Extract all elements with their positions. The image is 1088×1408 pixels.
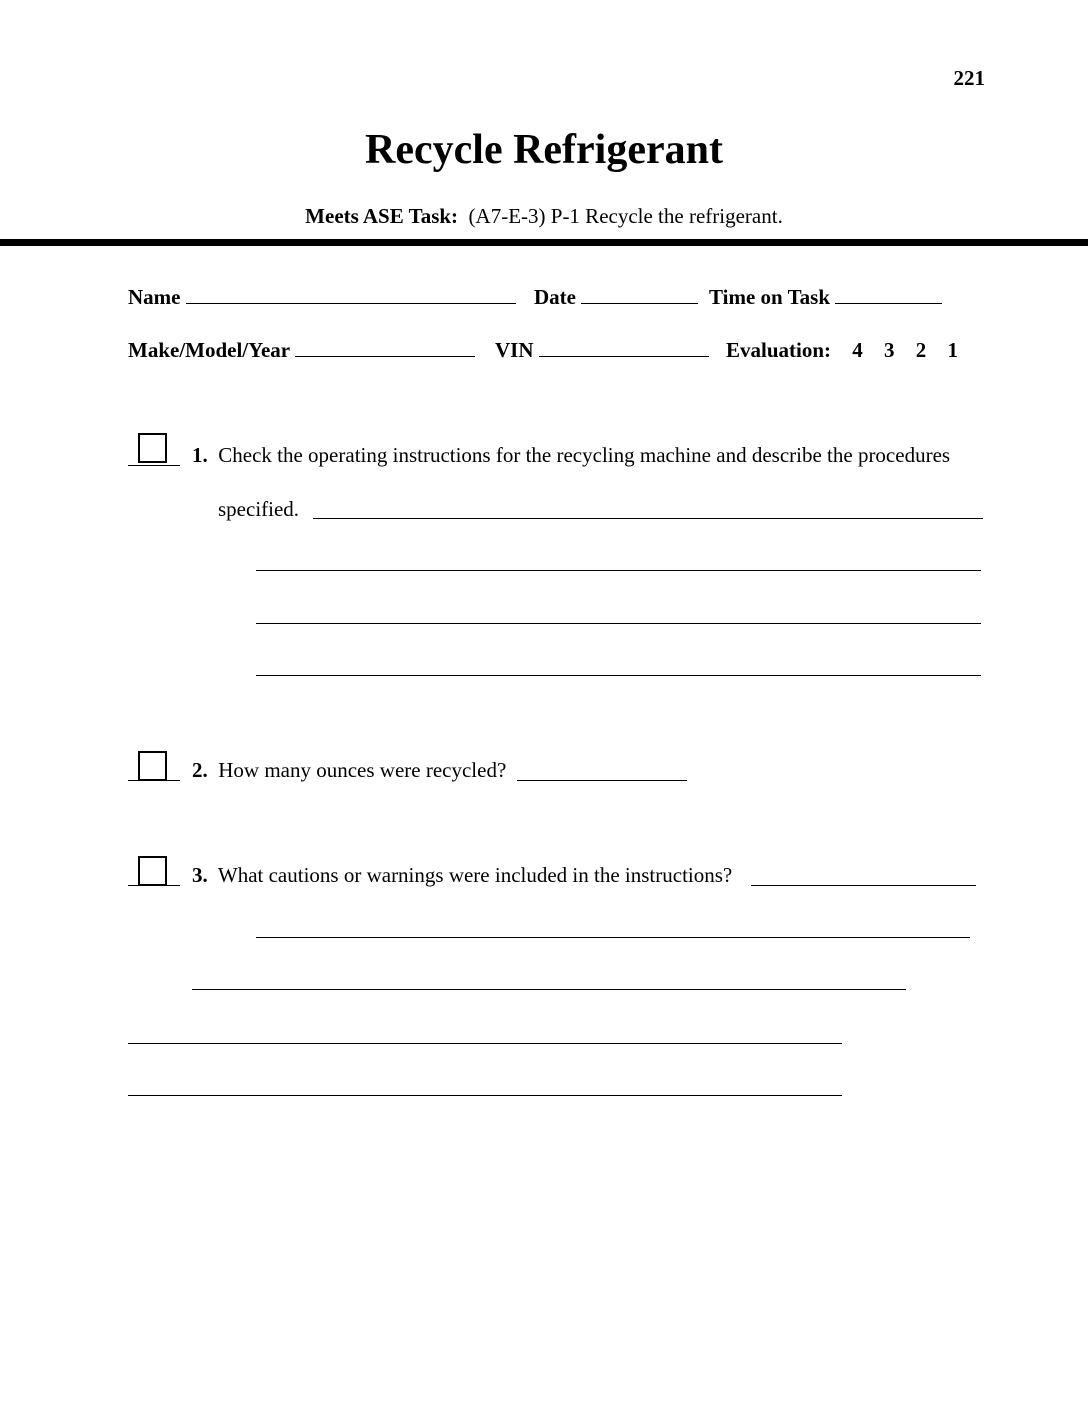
evaluation-field — [726, 338, 958, 363]
q2-text — [192, 758, 506, 783]
name-blank[interactable] — [186, 285, 516, 304]
ase-task-text: (A7-E-3) P-1 Recycle the refrigerant. — [468, 204, 783, 228]
name-field[interactable] — [128, 285, 516, 310]
q3-question: What cautions or warnings were included in the instructions? — [217, 863, 733, 887]
vin-blank[interactable] — [539, 338, 709, 357]
q3-number: 3. — [192, 863, 208, 887]
make-model-year-label: Make/Model/Year — [128, 338, 290, 362]
q2-checkbox[interactable] — [138, 751, 167, 781]
evaluation-score-1[interactable]: 1 — [947, 338, 959, 362]
ase-task-label: Meets ASE Task: — [305, 204, 459, 228]
q3-answer-line-4[interactable] — [128, 1043, 842, 1044]
date-field[interactable] — [534, 285, 698, 310]
header-rule — [0, 239, 1088, 246]
q3-checkbox[interactable] — [138, 856, 167, 886]
q1-number: 1. — [192, 443, 208, 467]
make-model-year-field[interactable] — [128, 338, 475, 363]
date-label: Date — [534, 285, 576, 309]
time-on-task-blank[interactable] — [835, 285, 942, 304]
q2-number: 2. — [192, 758, 208, 782]
date-blank[interactable] — [581, 285, 698, 304]
q1-answer-line-1[interactable] — [313, 518, 983, 519]
q1-continuation: specified. — [218, 497, 300, 521]
evaluation-score-4[interactable]: 4 — [852, 338, 863, 362]
vin-label: VIN — [495, 338, 534, 362]
q2-question: How many ounces were recycled? — [218, 758, 507, 782]
page-number: 221 — [953, 66, 985, 90]
time-on-task-label: Time on Task — [709, 285, 831, 309]
evaluation-score-3[interactable]: 3 — [884, 338, 895, 362]
q1-checkbox[interactable] — [138, 433, 167, 463]
q1-tick-line — [128, 465, 180, 466]
page-title: Recycle Refrigerant — [365, 127, 723, 173]
evaluation-score-2[interactable]: 2 — [915, 338, 927, 362]
q3-answer-line-1[interactable] — [751, 885, 976, 886]
q1-answer-line-4[interactable] — [256, 675, 981, 676]
time-on-task-field[interactable] — [709, 285, 942, 310]
q1-question: Check the operating instructions for the recycling machine and describe the procedures — [218, 443, 951, 467]
q1-answer-line-2[interactable] — [256, 570, 981, 571]
evaluation-label: Evaluation: — [726, 338, 832, 362]
q3-text — [192, 863, 732, 888]
q3-answer-line-2[interactable] — [256, 937, 970, 938]
name-label: Name — [128, 285, 181, 309]
q1-answer-line-3[interactable] — [256, 623, 981, 624]
ase-task-line — [0, 204, 1088, 229]
q2-answer-line[interactable] — [517, 780, 687, 781]
q1-text — [192, 443, 950, 468]
q3-answer-line-3[interactable] — [192, 989, 906, 990]
q3-answer-line-5[interactable] — [128, 1095, 842, 1096]
make-model-year-blank[interactable] — [295, 338, 475, 357]
vin-field[interactable] — [495, 338, 709, 363]
